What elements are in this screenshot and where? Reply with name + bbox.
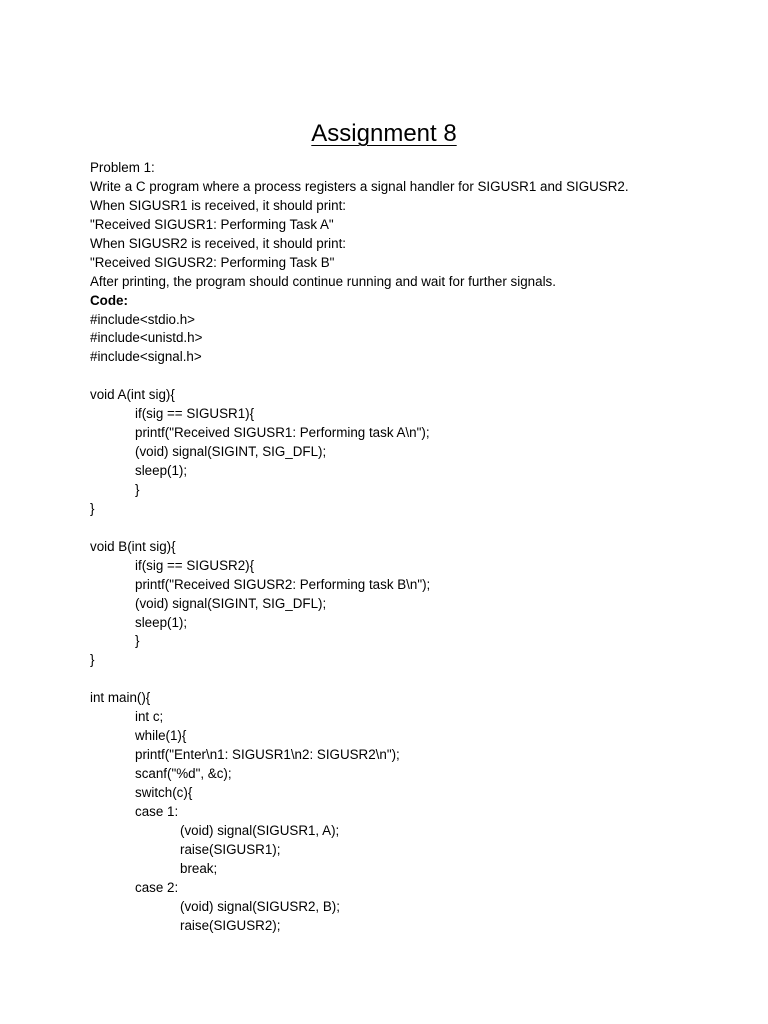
code-blank-line xyxy=(90,367,730,386)
code-line: while(1){ xyxy=(135,728,187,744)
document-title: Assignment 8 xyxy=(311,120,457,147)
problem-description-line: When SIGUSR2 is received, it should print: xyxy=(90,235,347,251)
code-line: if(sig == SIGUSR1){ xyxy=(135,406,255,422)
code-line: } xyxy=(90,500,95,516)
code-line: case 2: xyxy=(135,879,179,895)
code-line: (void) signal(SIGUSR1, A); xyxy=(180,822,340,838)
code-line: switch(c){ xyxy=(135,784,193,800)
problem-description-line: "Received SIGUSR2: Performing Task B" xyxy=(90,254,335,270)
code-line: #include<unistd.h> xyxy=(90,330,203,346)
code-line: raise(SIGUSR2); xyxy=(180,917,281,933)
code-line: printf("Enter\n1: SIGUSR1\n2: SIGUSR2\n"); xyxy=(135,747,400,763)
code-line: #include<stdio.h> xyxy=(90,311,195,327)
code-line: void B(int sig){ xyxy=(90,538,176,554)
code-line: scanf("%d", &c); xyxy=(135,766,232,781)
code-line: case 1: xyxy=(135,803,179,819)
code-line: int c; xyxy=(135,709,164,725)
problem-description-line: When SIGUSR1 is received, it should print: xyxy=(90,197,347,213)
code-line: (void) signal(SIGINT, SIG_DFL); xyxy=(135,444,327,460)
code-line: (void) signal(SIGUSR2, B); xyxy=(180,898,340,914)
code-label: Code: xyxy=(90,292,128,308)
problem-description-line: After printing, the program should continue running and wait for further signals. xyxy=(90,273,556,289)
problem-heading: Problem 1: xyxy=(90,160,155,175)
code-line: } xyxy=(90,652,95,668)
code-line: sleep(1); xyxy=(135,463,188,478)
code-line: if(sig == SIGUSR2){ xyxy=(135,557,255,573)
code-line: printf("Received SIGUSR2: Performing task B\n"); xyxy=(135,576,431,592)
code-blank-line xyxy=(90,519,730,538)
problem-description-line: Write a C program where a process registers a signal handler for SIGUSR1 and SIGUSR2. xyxy=(90,178,629,194)
code-line: sleep(1); xyxy=(135,614,188,630)
code-line: (void) signal(SIGINT, SIG_DFL); xyxy=(135,595,327,611)
code-line: break; xyxy=(180,860,218,876)
code-line: int main(){ xyxy=(90,690,151,706)
code-line: } xyxy=(135,633,140,649)
code-line: printf("Received SIGUSR1: Performing task A\n"); xyxy=(135,425,430,441)
problem-description-line: "Received SIGUSR1: Performing Task A" xyxy=(90,216,334,232)
code-line: raise(SIGUSR1); xyxy=(180,841,281,857)
document-body xyxy=(90,159,730,935)
code-line: void A(int sig){ xyxy=(90,387,175,403)
code-blank-line xyxy=(90,670,730,689)
code-line: #include<signal.h> xyxy=(90,349,202,365)
code-line: } xyxy=(135,481,140,497)
